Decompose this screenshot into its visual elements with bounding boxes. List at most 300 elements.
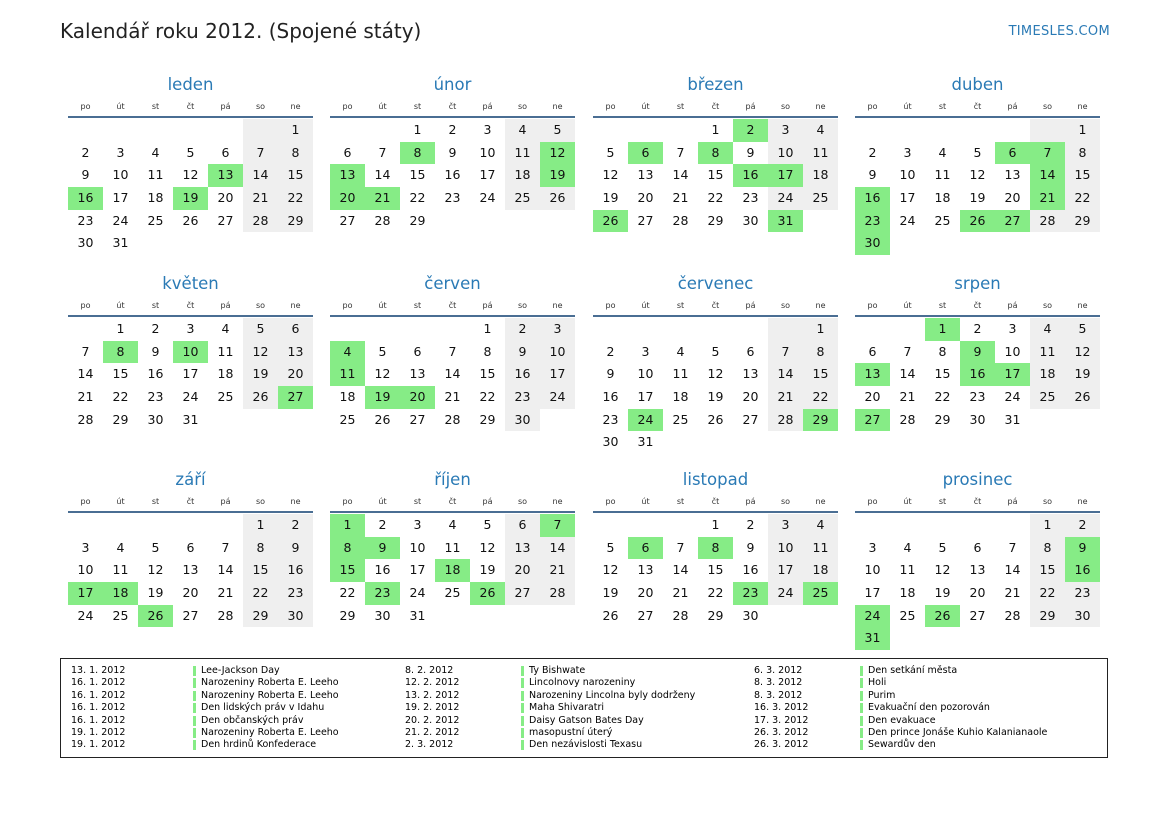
day-cell[interactable]: 31: [409, 607, 426, 623]
day-cell[interactable]: 29: [934, 411, 951, 427]
holiday-day-cell[interactable]: 30: [855, 232, 890, 255]
day-cell[interactable]: 15: [278, 164, 313, 187]
day-cell[interactable]: 30: [147, 411, 164, 427]
day-cell[interactable]: 22: [1030, 582, 1065, 605]
day-cell[interactable]: 29: [707, 212, 724, 228]
day-cell[interactable]: 1: [116, 321, 125, 336]
day-cell[interactable]: 21: [217, 585, 234, 601]
holiday-day-cell[interactable]: 9: [960, 341, 995, 364]
holiday-day-cell[interactable]: 26: [138, 605, 173, 628]
day-cell[interactable]: 21: [672, 190, 689, 206]
day-cell[interactable]: 2: [448, 122, 457, 137]
day-cell[interactable]: 20: [182, 585, 199, 601]
holiday-day-cell[interactable]: 23: [365, 582, 400, 605]
day-cell[interactable]: 7: [81, 343, 90, 359]
day-cell[interactable]: 24: [112, 212, 129, 228]
day-cell[interactable]: 18: [672, 389, 689, 405]
day-cell[interactable]: 12: [969, 167, 986, 183]
day-cell[interactable]: 19: [1065, 363, 1100, 386]
day-cell[interactable]: 2: [151, 321, 160, 336]
day-cell[interactable]: 5: [151, 539, 160, 555]
day-cell[interactable]: 4: [938, 144, 947, 160]
holiday-day-cell[interactable]: 10: [173, 341, 208, 364]
day-cell[interactable]: 5: [540, 119, 575, 142]
day-cell[interactable]: 14: [1004, 562, 1021, 578]
day-cell[interactable]: 1: [278, 119, 313, 142]
day-cell[interactable]: 19: [934, 585, 951, 601]
day-cell[interactable]: 10: [637, 366, 654, 382]
day-cell[interactable]: 11: [112, 562, 129, 578]
day-cell[interactable]: 9: [606, 366, 615, 382]
holiday-day-cell[interactable]: 26: [925, 605, 960, 628]
day-cell[interactable]: 26: [1065, 386, 1100, 409]
day-cell[interactable]: 31: [637, 434, 654, 450]
day-cell[interactable]: 30: [602, 434, 619, 450]
day-cell[interactable]: 9: [868, 167, 877, 183]
day-cell[interactable]: 17: [864, 585, 881, 601]
day-cell[interactable]: 13: [637, 167, 654, 183]
day-cell[interactable]: 25: [147, 212, 164, 228]
holiday-day-cell[interactable]: 20: [400, 386, 435, 409]
holiday-day-cell[interactable]: 26: [593, 210, 628, 233]
day-cell[interactable]: 6: [221, 144, 230, 160]
day-cell[interactable]: 29: [1030, 605, 1065, 628]
day-cell[interactable]: 11: [934, 167, 951, 183]
day-cell[interactable]: 14: [672, 167, 689, 183]
day-cell[interactable]: 25: [112, 607, 129, 623]
day-cell[interactable]: 17: [637, 389, 654, 405]
day-cell[interactable]: 28: [1004, 607, 1021, 623]
day-cell[interactable]: 14: [243, 164, 278, 187]
day-cell[interactable]: 22: [707, 585, 724, 601]
day-cell[interactable]: 8: [278, 142, 313, 165]
holiday-day-cell[interactable]: 24: [628, 409, 663, 432]
day-cell[interactable]: 12: [479, 539, 496, 555]
holiday-day-cell[interactable]: 8: [698, 537, 733, 560]
day-cell[interactable]: 29: [112, 411, 129, 427]
holiday-day-cell[interactable]: 13: [330, 164, 365, 187]
day-cell[interactable]: 10: [479, 144, 496, 160]
day-cell[interactable]: 8: [1065, 142, 1100, 165]
day-cell[interactable]: 23: [444, 190, 461, 206]
day-cell[interactable]: 21: [77, 389, 94, 405]
holiday-day-cell[interactable]: 17: [768, 164, 803, 187]
day-cell[interactable]: 9: [448, 144, 457, 160]
holiday-day-cell[interactable]: 27: [855, 409, 890, 432]
day-cell[interactable]: 1: [413, 122, 422, 137]
day-cell[interactable]: 17: [768, 559, 803, 582]
day-cell[interactable]: 28: [217, 607, 234, 623]
day-cell[interactable]: 4: [803, 119, 838, 142]
day-cell[interactable]: 15: [243, 559, 278, 582]
day-cell[interactable]: 11: [505, 142, 540, 165]
day-cell[interactable]: 3: [413, 517, 422, 532]
day-cell[interactable]: 7: [221, 539, 230, 555]
day-cell[interactable]: 26: [243, 386, 278, 409]
day-cell[interactable]: 12: [934, 562, 951, 578]
day-cell[interactable]: 8: [483, 343, 492, 359]
day-cell[interactable]: 30: [374, 607, 391, 623]
day-cell[interactable]: 16: [147, 366, 164, 382]
holiday-day-cell[interactable]: 27: [995, 210, 1030, 233]
day-cell[interactable]: 17: [112, 190, 129, 206]
day-cell[interactable]: 1: [1030, 514, 1065, 537]
day-cell[interactable]: 5: [606, 144, 615, 160]
day-cell[interactable]: 28: [243, 210, 278, 233]
holiday-day-cell[interactable]: 2: [733, 119, 768, 142]
holiday-day-cell[interactable]: 7: [540, 514, 575, 537]
day-cell[interactable]: 31: [112, 235, 129, 251]
day-cell[interactable]: 7: [676, 539, 685, 555]
day-cell[interactable]: 1: [1065, 119, 1100, 142]
holiday-day-cell[interactable]: 1: [925, 318, 960, 341]
day-cell[interactable]: 2: [746, 517, 755, 532]
day-cell[interactable]: 28: [1030, 210, 1065, 233]
day-cell[interactable]: 16: [278, 559, 313, 582]
day-cell[interactable]: 12: [602, 167, 619, 183]
holiday-day-cell[interactable]: 16: [855, 187, 890, 210]
day-cell[interactable]: 29: [707, 607, 724, 623]
day-cell[interactable]: 17: [540, 363, 575, 386]
day-cell[interactable]: 15: [1065, 164, 1100, 187]
holiday-day-cell[interactable]: 11: [330, 363, 365, 386]
day-cell[interactable]: 20: [1004, 190, 1021, 206]
day-cell[interactable]: 1: [243, 514, 278, 537]
holiday-day-cell[interactable]: 18: [103, 582, 138, 605]
day-cell[interactable]: 22: [409, 190, 426, 206]
day-cell[interactable]: 13: [742, 366, 759, 382]
day-cell[interactable]: 17: [182, 366, 199, 382]
day-cell[interactable]: 14: [540, 537, 575, 560]
day-cell[interactable]: 24: [409, 585, 426, 601]
day-cell[interactable]: 23: [969, 389, 986, 405]
day-cell[interactable]: 19: [602, 190, 619, 206]
day-cell[interactable]: 28: [672, 212, 689, 228]
day-cell[interactable]: 18: [217, 366, 234, 382]
day-cell[interactable]: 23: [602, 411, 619, 427]
day-cell[interactable]: 10: [768, 142, 803, 165]
holiday-day-cell[interactable]: 16: [1065, 559, 1100, 582]
day-cell[interactable]: 15: [112, 366, 129, 382]
day-cell[interactable]: 22: [803, 386, 838, 409]
day-cell[interactable]: 3: [768, 514, 803, 537]
day-cell[interactable]: 19: [707, 389, 724, 405]
day-cell[interactable]: 14: [77, 366, 94, 382]
day-cell[interactable]: 8: [243, 537, 278, 560]
day-cell[interactable]: 6: [278, 318, 313, 341]
day-cell[interactable]: 2: [606, 343, 615, 359]
day-cell[interactable]: 15: [409, 167, 426, 183]
day-cell[interactable]: 27: [339, 212, 356, 228]
day-cell[interactable]: 14: [899, 366, 916, 382]
day-cell[interactable]: 22: [243, 582, 278, 605]
holiday-day-cell[interactable]: 15: [330, 559, 365, 582]
holiday-day-cell[interactable]: 25: [803, 582, 838, 605]
day-cell[interactable]: 28: [77, 411, 94, 427]
holiday-day-cell[interactable]: 1: [330, 514, 365, 537]
holiday-day-cell[interactable]: 20: [330, 187, 365, 210]
day-cell[interactable]: 11: [803, 142, 838, 165]
day-cell[interactable]: 27: [637, 212, 654, 228]
day-cell[interactable]: 25: [899, 607, 916, 623]
holiday-day-cell[interactable]: 24: [855, 605, 890, 628]
day-cell[interactable]: 12: [707, 366, 724, 382]
day-cell[interactable]: 10: [768, 537, 803, 560]
day-cell[interactable]: 5: [186, 144, 195, 160]
day-cell[interactable]: 3: [116, 144, 125, 160]
day-cell[interactable]: 12: [182, 167, 199, 183]
day-cell[interactable]: 9: [81, 167, 90, 183]
day-cell[interactable]: 29: [339, 607, 356, 623]
day-cell[interactable]: 10: [899, 167, 916, 183]
holiday-day-cell[interactable]: 8: [698, 142, 733, 165]
day-cell[interactable]: 24: [479, 190, 496, 206]
day-cell[interactable]: 7: [243, 142, 278, 165]
day-cell[interactable]: 22: [1065, 187, 1100, 210]
day-cell[interactable]: 30: [742, 212, 759, 228]
day-cell[interactable]: 1: [483, 321, 492, 336]
day-cell[interactable]: 16: [444, 167, 461, 183]
day-cell[interactable]: 17: [899, 190, 916, 206]
day-cell[interactable]: 24: [768, 187, 803, 210]
day-cell[interactable]: 4: [903, 539, 912, 555]
day-cell[interactable]: 12: [147, 562, 164, 578]
day-cell[interactable]: 30: [742, 607, 759, 623]
day-cell[interactable]: 7: [448, 343, 457, 359]
holiday-day-cell[interactable]: 7: [1030, 142, 1065, 165]
day-cell[interactable]: 27: [409, 411, 426, 427]
day-cell[interactable]: 20: [742, 389, 759, 405]
day-cell[interactable]: 8: [938, 343, 947, 359]
day-cell[interactable]: 18: [147, 190, 164, 206]
day-cell[interactable]: 3: [1008, 321, 1017, 336]
day-cell[interactable]: 7: [768, 341, 803, 364]
day-cell[interactable]: 31: [182, 411, 199, 427]
holiday-day-cell[interactable]: 27: [278, 386, 313, 409]
holiday-day-cell[interactable]: 19: [540, 164, 575, 187]
day-cell[interactable]: 20: [637, 190, 654, 206]
day-cell[interactable]: 23: [278, 582, 313, 605]
day-cell[interactable]: 20: [217, 190, 234, 206]
day-cell[interactable]: 16: [602, 389, 619, 405]
day-cell[interactable]: 9: [746, 144, 755, 160]
day-cell[interactable]: 8: [803, 341, 838, 364]
day-cell[interactable]: 27: [182, 607, 199, 623]
day-cell[interactable]: 4: [221, 321, 230, 336]
day-cell[interactable]: 29: [278, 210, 313, 233]
holiday-day-cell[interactable]: 9: [365, 537, 400, 560]
day-cell[interactable]: 11: [672, 366, 689, 382]
day-cell[interactable]: 18: [803, 164, 838, 187]
holiday-day-cell[interactable]: 21: [365, 187, 400, 210]
day-cell[interactable]: 5: [973, 144, 982, 160]
day-cell[interactable]: 29: [479, 411, 496, 427]
day-cell[interactable]: 23: [742, 190, 759, 206]
holiday-day-cell[interactable]: 8: [103, 341, 138, 364]
day-cell[interactable]: 11: [1030, 341, 1065, 364]
day-cell[interactable]: 15: [707, 562, 724, 578]
holiday-day-cell[interactable]: 16: [68, 187, 103, 210]
day-cell[interactable]: 20: [864, 389, 881, 405]
day-cell[interactable]: 30: [77, 235, 94, 251]
day-cell[interactable]: 11: [217, 343, 234, 359]
holiday-day-cell[interactable]: 6: [628, 142, 663, 165]
holiday-day-cell[interactable]: 13: [208, 164, 243, 187]
day-cell[interactable]: 14: [374, 167, 391, 183]
day-cell[interactable]: 6: [413, 343, 422, 359]
day-cell[interactable]: 24: [77, 607, 94, 623]
day-cell[interactable]: 2: [505, 318, 540, 341]
day-cell[interactable]: 2: [1065, 514, 1100, 537]
day-cell[interactable]: 29: [409, 212, 426, 228]
day-cell[interactable]: 22: [278, 187, 313, 210]
day-cell[interactable]: 5: [483, 517, 492, 532]
day-cell[interactable]: 25: [934, 212, 951, 228]
day-cell[interactable]: 13: [278, 341, 313, 364]
day-cell[interactable]: 5: [378, 343, 387, 359]
day-cell[interactable]: 23: [147, 389, 164, 405]
day-cell[interactable]: 14: [217, 562, 234, 578]
day-cell[interactable]: 9: [505, 341, 540, 364]
day-cell[interactable]: 22: [112, 389, 129, 405]
day-cell[interactable]: 5: [938, 539, 947, 555]
brand-link[interactable]: TIMESLES.COM: [1008, 24, 1110, 39]
day-cell[interactable]: 15: [479, 366, 496, 382]
day-cell[interactable]: 26: [540, 187, 575, 210]
day-cell[interactable]: 6: [343, 144, 352, 160]
holiday-day-cell[interactable]: 29: [803, 409, 838, 432]
day-cell[interactable]: 19: [602, 585, 619, 601]
day-cell[interactable]: 11: [803, 537, 838, 560]
day-cell[interactable]: 20: [637, 585, 654, 601]
day-cell[interactable]: 27: [969, 607, 986, 623]
day-cell[interactable]: 6: [973, 539, 982, 555]
holiday-day-cell[interactable]: 6: [628, 537, 663, 560]
day-cell[interactable]: 11: [899, 562, 916, 578]
day-cell[interactable]: 13: [637, 562, 654, 578]
day-cell[interactable]: 2: [868, 144, 877, 160]
day-cell[interactable]: 28: [540, 582, 575, 605]
day-cell[interactable]: 4: [151, 144, 160, 160]
day-cell[interactable]: 10: [77, 562, 94, 578]
day-cell[interactable]: 21: [444, 389, 461, 405]
day-cell[interactable]: 1: [711, 517, 720, 532]
holiday-day-cell[interactable]: 16: [960, 363, 995, 386]
day-cell[interactable]: 21: [899, 389, 916, 405]
day-cell[interactable]: 30: [1065, 605, 1100, 628]
day-cell[interactable]: 30: [969, 411, 986, 427]
day-cell[interactable]: 26: [602, 607, 619, 623]
day-cell[interactable]: 9: [278, 537, 313, 560]
day-cell[interactable]: 24: [182, 389, 199, 405]
day-cell[interactable]: 7: [1008, 539, 1017, 555]
day-cell[interactable]: 17: [409, 562, 426, 578]
day-cell[interactable]: 10: [112, 167, 129, 183]
day-cell[interactable]: 12: [243, 341, 278, 364]
day-cell[interactable]: 24: [899, 212, 916, 228]
holiday-day-cell[interactable]: 13: [855, 363, 890, 386]
day-cell[interactable]: 28: [672, 607, 689, 623]
day-cell[interactable]: 5: [711, 343, 720, 359]
holiday-day-cell[interactable]: 19: [365, 386, 400, 409]
day-cell[interactable]: 14: [768, 363, 803, 386]
day-cell[interactable]: 21: [540, 559, 575, 582]
day-cell[interactable]: 11: [147, 167, 164, 183]
day-cell[interactable]: 18: [505, 164, 540, 187]
day-cell[interactable]: 15: [934, 366, 951, 382]
day-cell[interactable]: 3: [903, 144, 912, 160]
holiday-day-cell[interactable]: 19: [173, 187, 208, 210]
day-cell[interactable]: 6: [186, 539, 195, 555]
holiday-day-cell[interactable]: 23: [733, 582, 768, 605]
day-cell[interactable]: 10: [1004, 343, 1021, 359]
day-cell[interactable]: 4: [1030, 318, 1065, 341]
day-cell[interactable]: 7: [378, 144, 387, 160]
day-cell[interactable]: 26: [374, 411, 391, 427]
holiday-day-cell[interactable]: 18: [435, 559, 470, 582]
holiday-day-cell[interactable]: 9: [1065, 537, 1100, 560]
day-cell[interactable]: 25: [1030, 386, 1065, 409]
day-cell[interactable]: 4: [676, 343, 685, 359]
day-cell[interactable]: 27: [505, 582, 540, 605]
day-cell[interactable]: 9: [746, 539, 755, 555]
day-cell[interactable]: 3: [868, 539, 877, 555]
holiday-day-cell[interactable]: 6: [995, 142, 1030, 165]
holiday-day-cell[interactable]: 31: [768, 210, 803, 233]
day-cell[interactable]: 27: [217, 212, 234, 228]
day-cell[interactable]: 13: [182, 562, 199, 578]
day-cell[interactable]: 13: [1004, 167, 1021, 183]
day-cell[interactable]: 4: [803, 514, 838, 537]
day-cell[interactable]: 25: [672, 411, 689, 427]
day-cell[interactable]: 13: [409, 366, 426, 382]
day-cell[interactable]: 5: [606, 539, 615, 555]
day-cell[interactable]: 31: [1004, 411, 1021, 427]
day-cell[interactable]: 29: [243, 605, 278, 628]
day-cell[interactable]: 21: [243, 187, 278, 210]
holiday-day-cell[interactable]: 4: [330, 341, 365, 364]
day-cell[interactable]: 13: [969, 562, 986, 578]
holiday-day-cell[interactable]: 17: [68, 582, 103, 605]
holiday-day-cell[interactable]: 8: [400, 142, 435, 165]
day-cell[interactable]: 5: [243, 318, 278, 341]
holiday-day-cell[interactable]: 26: [470, 582, 505, 605]
day-cell[interactable]: 3: [483, 122, 492, 137]
holiday-day-cell[interactable]: 26: [960, 210, 995, 233]
day-cell[interactable]: 16: [505, 363, 540, 386]
holiday-day-cell[interactable]: 8: [330, 537, 365, 560]
day-cell[interactable]: 6: [746, 343, 755, 359]
day-cell[interactable]: 1: [803, 318, 838, 341]
day-cell[interactable]: 23: [505, 386, 540, 409]
day-cell[interactable]: 7: [903, 343, 912, 359]
day-cell[interactable]: 20: [969, 585, 986, 601]
holiday-day-cell[interactable]: 21: [1030, 187, 1065, 210]
day-cell[interactable]: 20: [505, 559, 540, 582]
day-cell[interactable]: 18: [339, 389, 356, 405]
day-cell[interactable]: 15: [803, 363, 838, 386]
day-cell[interactable]: 23: [1065, 582, 1100, 605]
holiday-day-cell[interactable]: 12: [540, 142, 575, 165]
day-cell[interactable]: 24: [768, 582, 803, 605]
day-cell[interactable]: 2: [378, 517, 387, 532]
day-cell[interactable]: 7: [676, 144, 685, 160]
day-cell[interactable]: 27: [637, 607, 654, 623]
day-cell[interactable]: 28: [899, 411, 916, 427]
day-cell[interactable]: 21: [1004, 585, 1021, 601]
day-cell[interactable]: 18: [934, 190, 951, 206]
day-cell[interactable]: 25: [444, 585, 461, 601]
